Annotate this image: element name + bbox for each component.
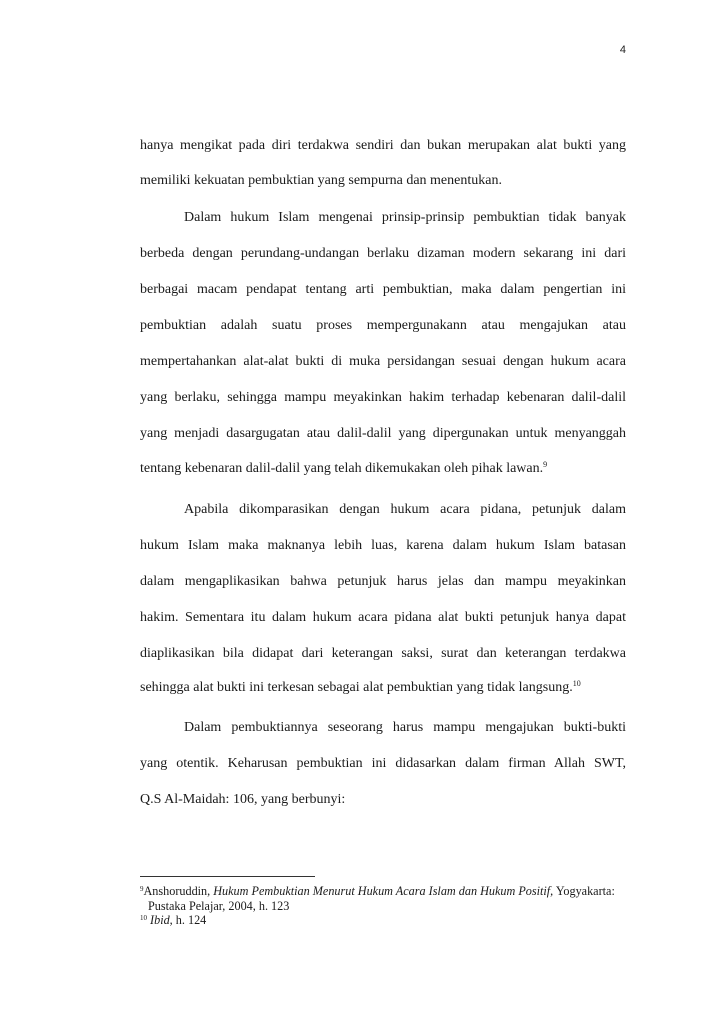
paragraph-start-line: Apabila dikomparasikan dengan hukum acara pidana, petunjuk dalam [184, 502, 626, 517]
footnote-separator [140, 876, 315, 877]
body-line: hukum Islam maka maknanya lebih luas, karena dalam hukum Islam batasan [140, 538, 626, 553]
footnote-author: Anshoruddin, [143, 884, 214, 898]
line-text: sehingga alat bukti ini terkesan sebagai alat pembuktian yang tidak langsung. [140, 680, 573, 695]
footnote-10 [140, 913, 640, 927]
footnote-reference: 9 [543, 460, 548, 469]
footnote-mark: 9 [140, 885, 144, 893]
footnote-9 [140, 884, 640, 898]
body-line: yang menjadi dasargugatan atau dalil-dalil yang dipergunakan untuk menyanggah [140, 426, 626, 441]
body-line: pembuktian adalah suatu proses mempergunakann atau mengajukan atau [140, 318, 626, 333]
body-line: yang otentik. Keharusan pembuktian ini didasarkan dalam firman Allah SWT, [140, 756, 626, 771]
paragraph-start-line: Dalam pembuktiannya seseorang harus mampu mengajukan bukti-bukti [184, 720, 626, 735]
body-line: berbagai macam pendapat tentang arti pembuktian, maka dalam pengertian ini [140, 282, 626, 297]
footnote-reference: 10 [572, 679, 581, 688]
line-text: tentang kebenaran dalil-dalil yang telah dikemukakan oleh pihak lawan. [140, 461, 544, 476]
body-line: hanya mengikat pada diri terdakwa sendiri dan bukan merupakan alat bukti yang [140, 138, 626, 153]
footnote-page: h. 124 [172, 913, 207, 927]
page-number: 4 [619, 44, 626, 56]
body-line: diaplikasikan bila didapat dari keterangan saksi, surat dan keterangan terdakwa [140, 646, 626, 661]
body-line: hakim. Sementara itu dalam hukum acara pidana alat bukti petunjuk hanya dapat [140, 610, 626, 625]
body-line: mempertahankan alat-alat bukti di muka persidangan sesuai dengan hukum acara [140, 354, 626, 369]
body-line: yang berlaku, sehingga mampu meyakinkan hakim terhadap kebenaran dalil-dalil [140, 390, 626, 405]
body-line: berbeda dengan perundang-undangan berlaku dizaman modern sekarang ini dari [140, 246, 626, 261]
body-line: dalam mengaplikasikan bahwa petunjuk harus jelas dan mampu meyakinkan [140, 574, 626, 589]
footnote-book-title: Hukum Pembuktian Menurut Hukum Acara Islam dan Hukum Positif, [213, 884, 554, 898]
footnote-ibid: Ibid, [150, 913, 173, 927]
body-line [140, 680, 626, 696]
body-line: memiliki kekuatan pembuktian yang sempurna dan menentukan. [140, 173, 502, 188]
footnote-mark: 10 [140, 914, 147, 922]
footnote-9-continuation: Pustaka Pelajar, 2004, h. 123 [148, 899, 290, 913]
body-line [140, 461, 626, 477]
body-line: Q.S Al-Maidah: 106, yang berbunyi: [140, 792, 346, 807]
paragraph-start-line: Dalam hukum Islam mengenai prinsip-prinsip pembuktian tidak banyak [184, 210, 626, 225]
footnote-publisher: Yogyakarta: [553, 884, 615, 898]
